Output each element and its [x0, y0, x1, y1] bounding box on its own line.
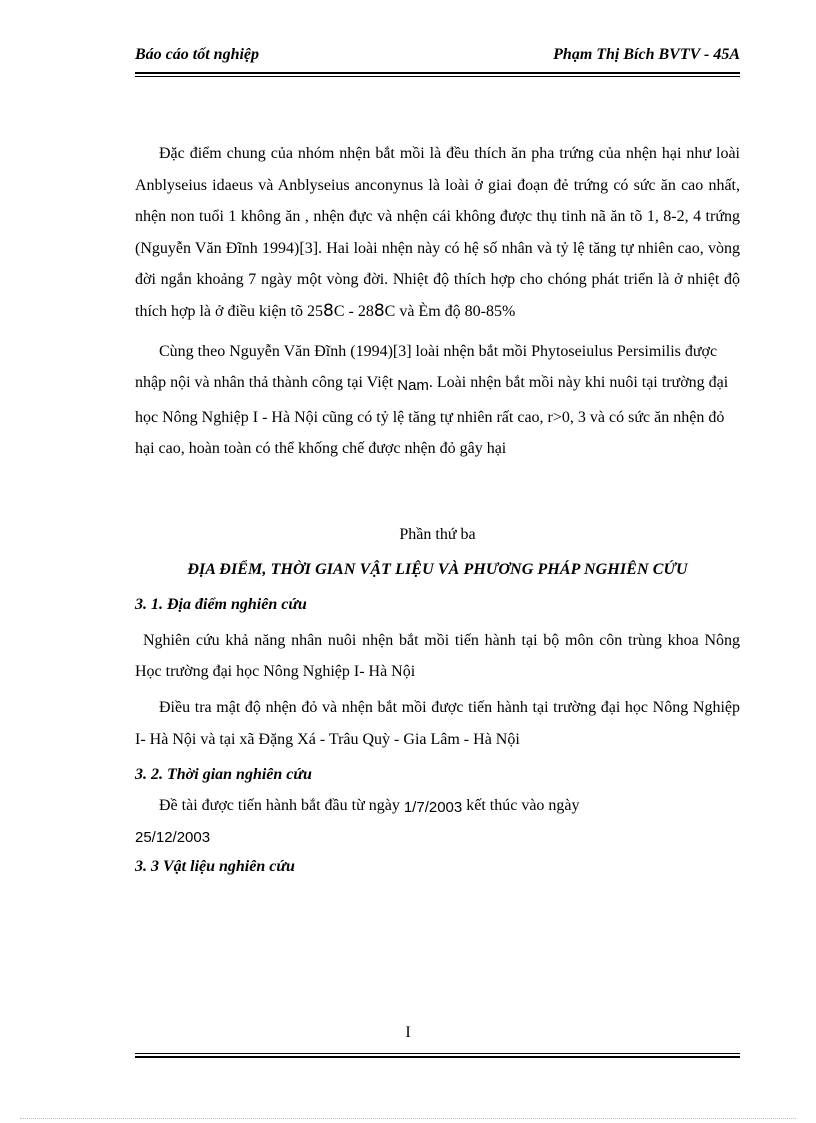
header-author: Phạm Thị Bích BVTV - 45A: [553, 46, 740, 63]
document-body: [135, 138, 740, 882]
degree-symbol: 8: [323, 300, 334, 321]
header-report-title: Báo cáo tốt nghiệp: [135, 46, 260, 63]
paragraph-time: [135, 791, 740, 853]
paragraph-text: Cùng theo Nguyễn Văn Đĩnh (1994)[3] loài nhện bắt mồi Phytoseiulus Persimilis được nhập nội và nhân thả thành công tại Việt: [135, 342, 718, 392]
page-edge: [20, 1118, 796, 1119]
temperature-humidity-text: C và Èm độ 80-85%: [384, 302, 516, 320]
paragraph-location-field: Điều tra mật độ nhện đỏ và nhện bắt mồi được tiến hành tại trường đại học Nông Nghiệp I- Hà Nội và tại xã Đặng Xá - Trâu Quỳ - Gia Lâm - Hà Nội: [135, 698, 740, 748]
part-title: ĐỊA ĐIỂM, THỜI GIAN VẬT LIỆU VÀ PHƯƠNG PHÁP NGHIÊN CỨU: [187, 560, 688, 578]
footer-rule-thin: [135, 1053, 740, 1054]
section-heading-location: 3. 1. Địa điểm nghiên cứu: [135, 596, 307, 614]
paragraph-text-continued: kết thúc vào ngày: [466, 796, 580, 814]
country-word: Nam: [397, 377, 429, 395]
header-rule-thick: [135, 72, 740, 74]
paragraph-text: Đặc điểm chung của nhóm nhện bắt mồi là đều thích ăn pha trứng của nhện hại như loài Anblyseius idaeus và Anblyseius anconynus là loài ở giai đoạn đẻ trứng có sức ăn cao nhất, nhện non tuổi 1 không ăn , nhện đực và nhện cái không được thụ tinh nã ăn tõ 1, 8-2, 4 trứng (Nguyễn Văn Đĩnh 1994)[3]. Hai loài nhện này có hệ số nhân và tỷ lệ tăng tự nhiên cao, vòng đời ngắn khoảng 7 ngày một vòng đời. Nhiệt độ thích hợp cho chóng phát triển là ở nhiệt độ thích hợp là ở điều kiện tõ: [135, 145, 740, 320]
paragraph-text: Đề tài được tiến hành bắt đầu từ ngày: [159, 796, 400, 814]
section-heading-materials: 3. 3 Vật liệu nghiên cứu: [135, 857, 295, 875]
page-header: [135, 46, 740, 70]
header-rule-thin: [135, 76, 740, 77]
temperature-low: 25: [307, 302, 323, 320]
end-date: 25/12/2003: [135, 828, 211, 846]
section-heading-time: 3. 2. Thời gian nghiên cứu: [135, 766, 312, 784]
degree-symbol: 8: [373, 300, 385, 321]
footer-rule-thick: [135, 1056, 740, 1058]
paragraph-text-continued: . Loài nhện bắt mồi này khi nuôi tại trường đại học Nông Nghiệp I - Hà Nội cũng có tỷ lệ tăng tự nhiên rất cao, r>0, 3 và có sức ăn nhện đỏ hại cao, hoàn toàn có thể khống chế được nhện đỏ gây hại: [135, 374, 729, 458]
paragraph-phytoseiulus: [135, 336, 740, 465]
start-date: 1/7/2003: [403, 798, 463, 816]
page-number: I: [405, 1024, 411, 1041]
temperature-range-sep: C - 28: [333, 302, 374, 320]
paragraph-location-lab: Nghiên cứu khả năng nhân nuôi nhện bắt mồi tiến hành tại bộ môn côn trùng khoa Nông Học trường đại học Nông Nghiệp I- Hà Nội: [135, 631, 740, 681]
paragraph-predator-traits: [135, 138, 740, 328]
part-label: Phần thứ ba: [399, 525, 476, 543]
